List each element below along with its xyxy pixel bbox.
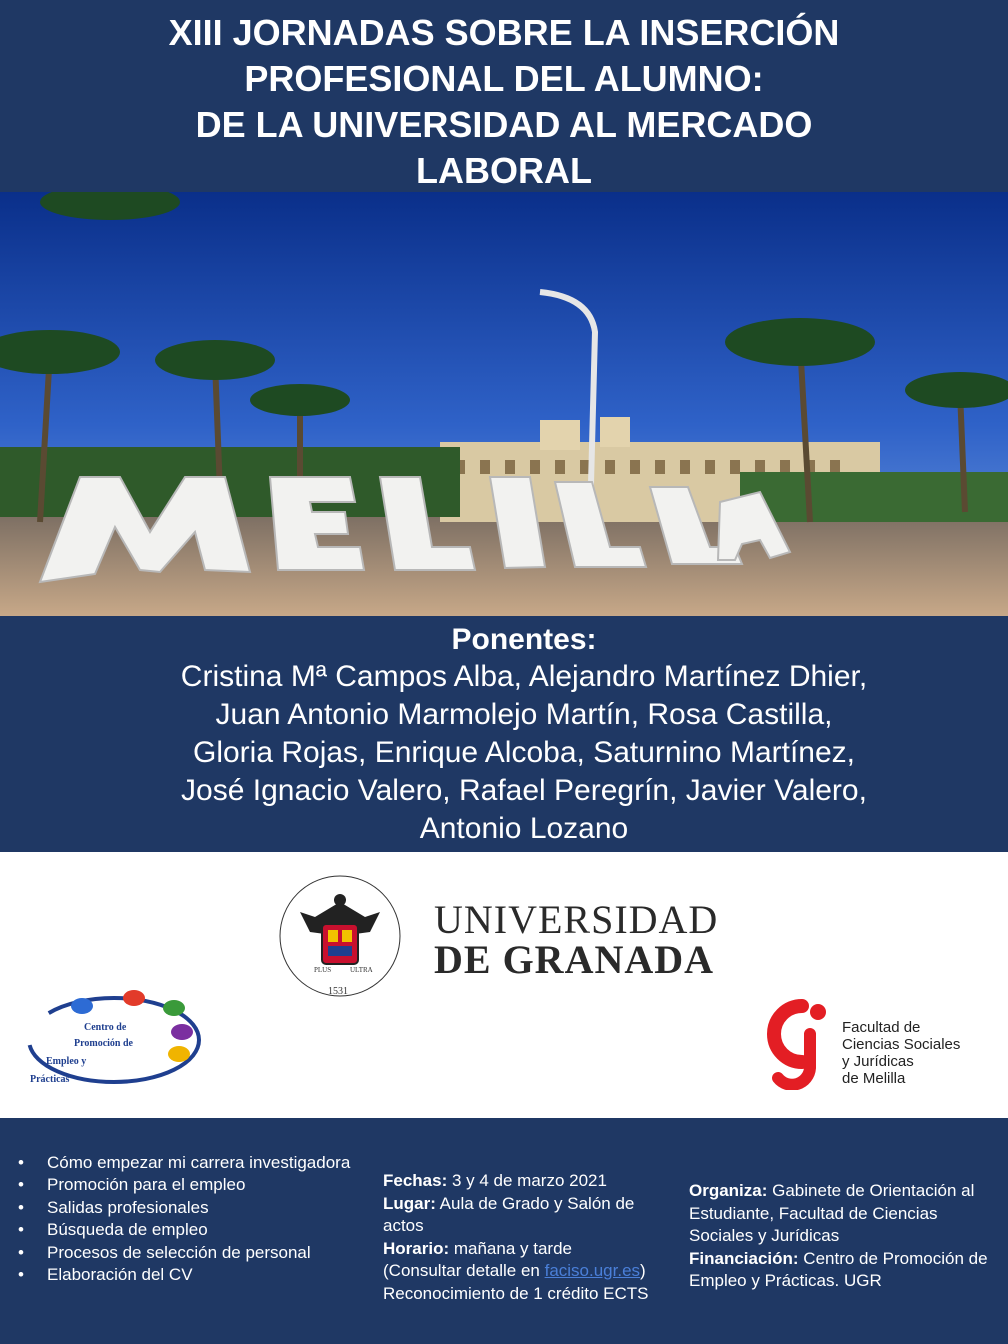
venue-value: Aula de Grado y Salón de actos	[383, 1193, 635, 1235]
speaker-line: Gloria Rojas, Enrique Alcoba, Saturnino Martínez,	[192, 736, 855, 769]
schedule-label: Horario:	[383, 1238, 450, 1258]
title-band	[0, 0, 1008, 192]
speaker-line: José Ignacio Valero, Rafael Peregrín, Javier Valero,	[181, 774, 867, 807]
title-line: DE LA UNIVERSIDAD AL MERCADO	[195, 104, 813, 145]
list-item: • Procesos de selección de personal	[18, 1242, 311, 1262]
faculty-logo-mark	[758, 998, 834, 1090]
faculty-name	[842, 1019, 960, 1087]
cpep-line: Empleo y	[46, 1056, 87, 1067]
logos-band	[0, 852, 1008, 1118]
ects-row: Reconocimiento de 1 crédito ECTS	[383, 1283, 649, 1303]
cpep-line: Prácticas	[30, 1074, 70, 1085]
cpep-line: Promoción de	[74, 1038, 133, 1049]
venue-row	[383, 1193, 673, 1238]
speakers-heading: Ponentes:	[451, 623, 597, 656]
topics-list	[18, 1152, 350, 1286]
faculty-line: de Melilla	[842, 1070, 906, 1087]
organizer-label: Organiza:	[689, 1181, 768, 1200]
faculty-line: y Jurídicas	[842, 1053, 914, 1070]
funding-value: Centro de Promoción de Empleo y Prácticas. UGR	[689, 1248, 988, 1290]
speaker-line: Antonio Lozano	[419, 812, 629, 845]
organizer-row	[689, 1180, 999, 1248]
seal-year: 1531	[328, 986, 348, 997]
dates-label: Fechas:	[383, 1171, 448, 1190]
info-band	[0, 1118, 1008, 1344]
seal-motto-left: PLUS	[314, 966, 332, 974]
funding-label: Financiación:	[689, 1248, 799, 1268]
faculty-line: Ciencias Sociales	[842, 1036, 961, 1053]
event-title	[0, 0, 1008, 194]
cpep-logo	[24, 990, 204, 1090]
speaker-line: Cristina Mª Campos Alba, Alejandro Martínez Dhier,	[180, 660, 868, 693]
ugr-seal-logo	[270, 872, 410, 1002]
ugr-name-line1: UNIVERSIDAD	[434, 897, 719, 942]
seal-motto-right: ULTRA	[350, 966, 373, 974]
venue-label: Lugar:	[383, 1193, 436, 1213]
organizer-value: Gabinete de Orientación al Estudiante, Facultad de Ciencias Sociales y Jurídicas	[689, 1181, 975, 1245]
speaker-line: Juan Antonio Marmolejo Martín, Rosa Castilla,	[215, 698, 833, 731]
list-item: • Promoción para el empleo	[18, 1175, 246, 1195]
title-line: XIII JORNADAS SOBRE LA INSERCIÓN	[168, 12, 840, 53]
dates-row	[383, 1170, 673, 1193]
list-item: • Salidas profesionales	[18, 1197, 209, 1217]
title-line: PROFESIONAL DEL ALUMNO:	[244, 58, 764, 99]
list-item: • Cómo empezar mi carrera investigadora	[18, 1153, 351, 1172]
melilla-photo	[0, 192, 1008, 616]
speakers-band	[0, 616, 1008, 852]
schedule-row	[383, 1238, 673, 1261]
dates-value: 3 y 4 de marzo 2021	[447, 1171, 607, 1190]
ugr-name-line2: DE GRANADA	[434, 937, 714, 982]
list-item: • Elaboración del CV	[18, 1264, 193, 1284]
organizer-details	[689, 1180, 999, 1293]
list-item: • Búsqueda de empleo	[18, 1220, 208, 1240]
faculty-line: Facultad de	[842, 1019, 921, 1036]
schedule-value: mañana y tarde	[449, 1238, 572, 1258]
event-details	[383, 1170, 673, 1305]
consult-row: (Consultar detalle en faciso.ugr.es)	[383, 1261, 646, 1280]
melilla-photo-illustration	[0, 192, 1008, 616]
title-line: LABORAL	[416, 150, 592, 191]
hedge	[740, 472, 1008, 522]
faciso-link[interactable]: faciso.ugr.es	[544, 1261, 641, 1280]
cpep-line: Centro de	[84, 1022, 127, 1033]
funding-row	[689, 1248, 999, 1293]
